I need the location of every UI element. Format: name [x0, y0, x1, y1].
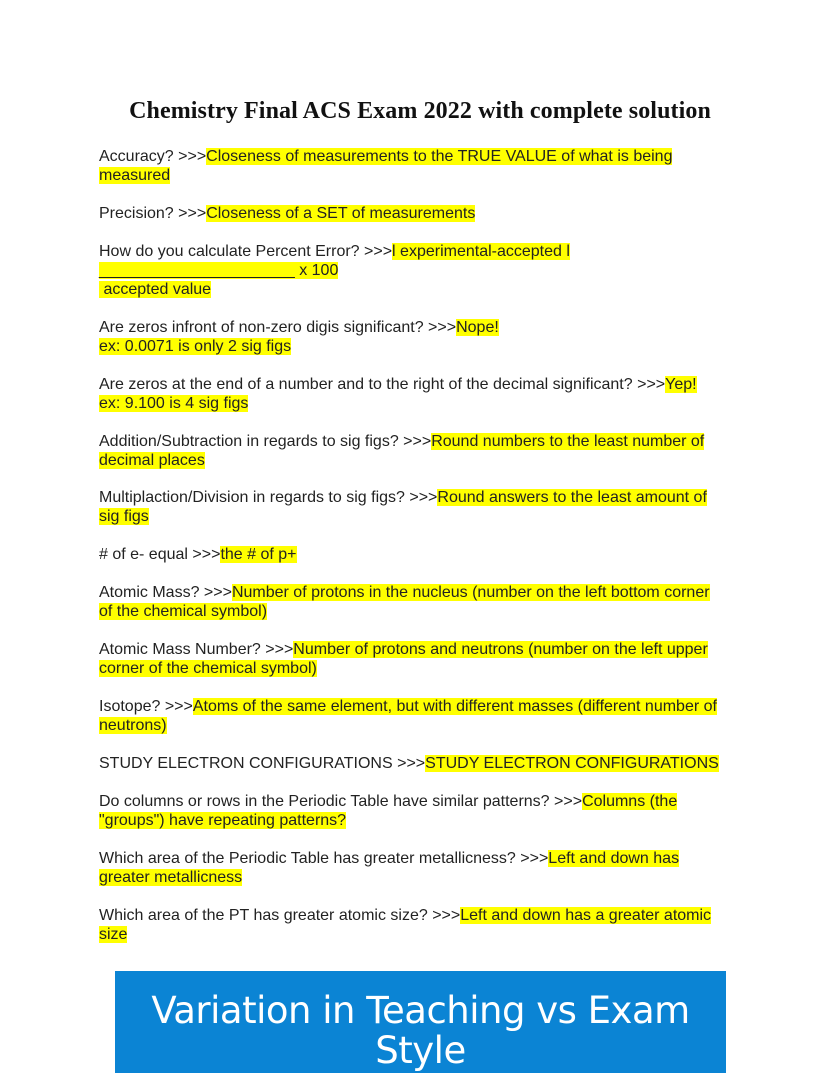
answer-text-cont: size [99, 926, 128, 943]
qa-item-precision [99, 204, 745, 223]
answer-text: Yep! [665, 376, 697, 393]
caption-banner [115, 971, 726, 1073]
answer-text: Atoms of the same element, but with different masses (different number of [192, 698, 717, 715]
answer-text-cont: accepted value [99, 281, 212, 298]
answer-text-cont: of the chemical symbol) [99, 603, 268, 620]
answer-text: Closeness of measurements to the TRUE VALUE of what is being [206, 148, 673, 165]
question-text: Which area of the PT has greater atomic size? >>> [99, 907, 461, 924]
caption-line-1: Variation in Teaching vs Exam [151, 989, 690, 1032]
question-text: Are zeros infront of non-zero digis significant? >>> [99, 319, 457, 336]
qa-item-isotope [99, 697, 745, 735]
question-text: Precision? >>> [99, 205, 207, 222]
answer-text: Left and down has a greater atomic [460, 907, 712, 924]
question-text: STUDY ELECTRON CONFIGURATIONS >>> [99, 755, 426, 772]
question-text: Atomic Mass Number? >>> [99, 641, 294, 658]
qa-item-multiplication-division [99, 488, 745, 526]
question-text: Are zeros at the end of a number and to the right of the decimal significant? >>> [99, 376, 666, 393]
question-text: Isotope? >>> [99, 698, 193, 715]
qa-item-accuracy [99, 147, 745, 185]
answer-text-cont: ex: 0.0071 is only 2 sig figs [99, 338, 292, 355]
document-title: Chemistry Final ACS Exam 2022 with complete solution [129, 98, 711, 124]
qa-item-electron-configurations [99, 754, 799, 773]
question-text: Atomic Mass? >>> [99, 584, 232, 601]
answer-text-cont: ex: 9.100 is 4 sig figs [99, 395, 249, 412]
qa-item-addition-subtraction [99, 432, 745, 470]
answer-text: Round numbers to the least number of [431, 433, 705, 450]
question-text: Which area of the Periodic Table has greater metallicness? >>> [99, 850, 549, 867]
answer-text: Columns (the [582, 793, 678, 810]
answer-text: Round answers to the least amount of [437, 489, 707, 506]
answer-text: Number of protons and neutrons (number on the left upper [293, 641, 708, 658]
answer-text: Nope! [456, 319, 499, 336]
question-text: How do you calculate Percent Error? >>> [99, 243, 393, 260]
qa-item-atomic-mass [99, 583, 745, 621]
qa-item-metallicness [99, 849, 745, 887]
caption-line-2: Style [375, 1029, 466, 1072]
answer-text-cont: "groups") have repeating patterns? [99, 812, 347, 829]
qa-item-atomic-mass-number [99, 640, 745, 678]
question-text: Do columns or rows in the Periodic Table have similar patterns? >>> [99, 793, 583, 810]
answer-text-cont: sig figs [99, 508, 149, 525]
answer-text-cont: greater metallicness [99, 869, 243, 886]
answer-text-cont: decimal places [99, 452, 205, 469]
answer-text: Number of protons in the nucleus (number on the left bottom corner [231, 584, 710, 601]
answer-text-cont: ______________________ x 100 [99, 262, 339, 279]
question-text: Accuracy? >>> [99, 148, 207, 165]
qa-item-atomic-size [99, 906, 745, 944]
question-text: Multiplaction/Division in regards to sig figs? >>> [99, 489, 438, 506]
question-text: Addition/Subtraction in regards to sig figs? >>> [99, 433, 432, 450]
qa-item-periodic-patterns [99, 792, 745, 830]
qa-item-electrons [99, 545, 745, 564]
qa-item-percent-error [99, 242, 745, 299]
answer-text-cont: corner of the chemical symbol) [99, 660, 317, 677]
qa-item-leading-zeros [99, 318, 745, 356]
question-text: # of e- equal >>> [99, 546, 221, 563]
answer-text-cont: measured [99, 167, 171, 184]
answer-text: l experimental-accepted l [392, 243, 570, 260]
qa-item-trailing-zeros [99, 375, 745, 413]
answer-text: the # of p+ [220, 546, 297, 563]
answer-text: STUDY ELECTRON CONFIGURATIONS [425, 755, 719, 772]
answer-text-cont: neutrons) [99, 717, 167, 734]
answer-text: Left and down has [548, 850, 680, 867]
answer-text: Closeness of a SET of measurements [206, 205, 476, 222]
